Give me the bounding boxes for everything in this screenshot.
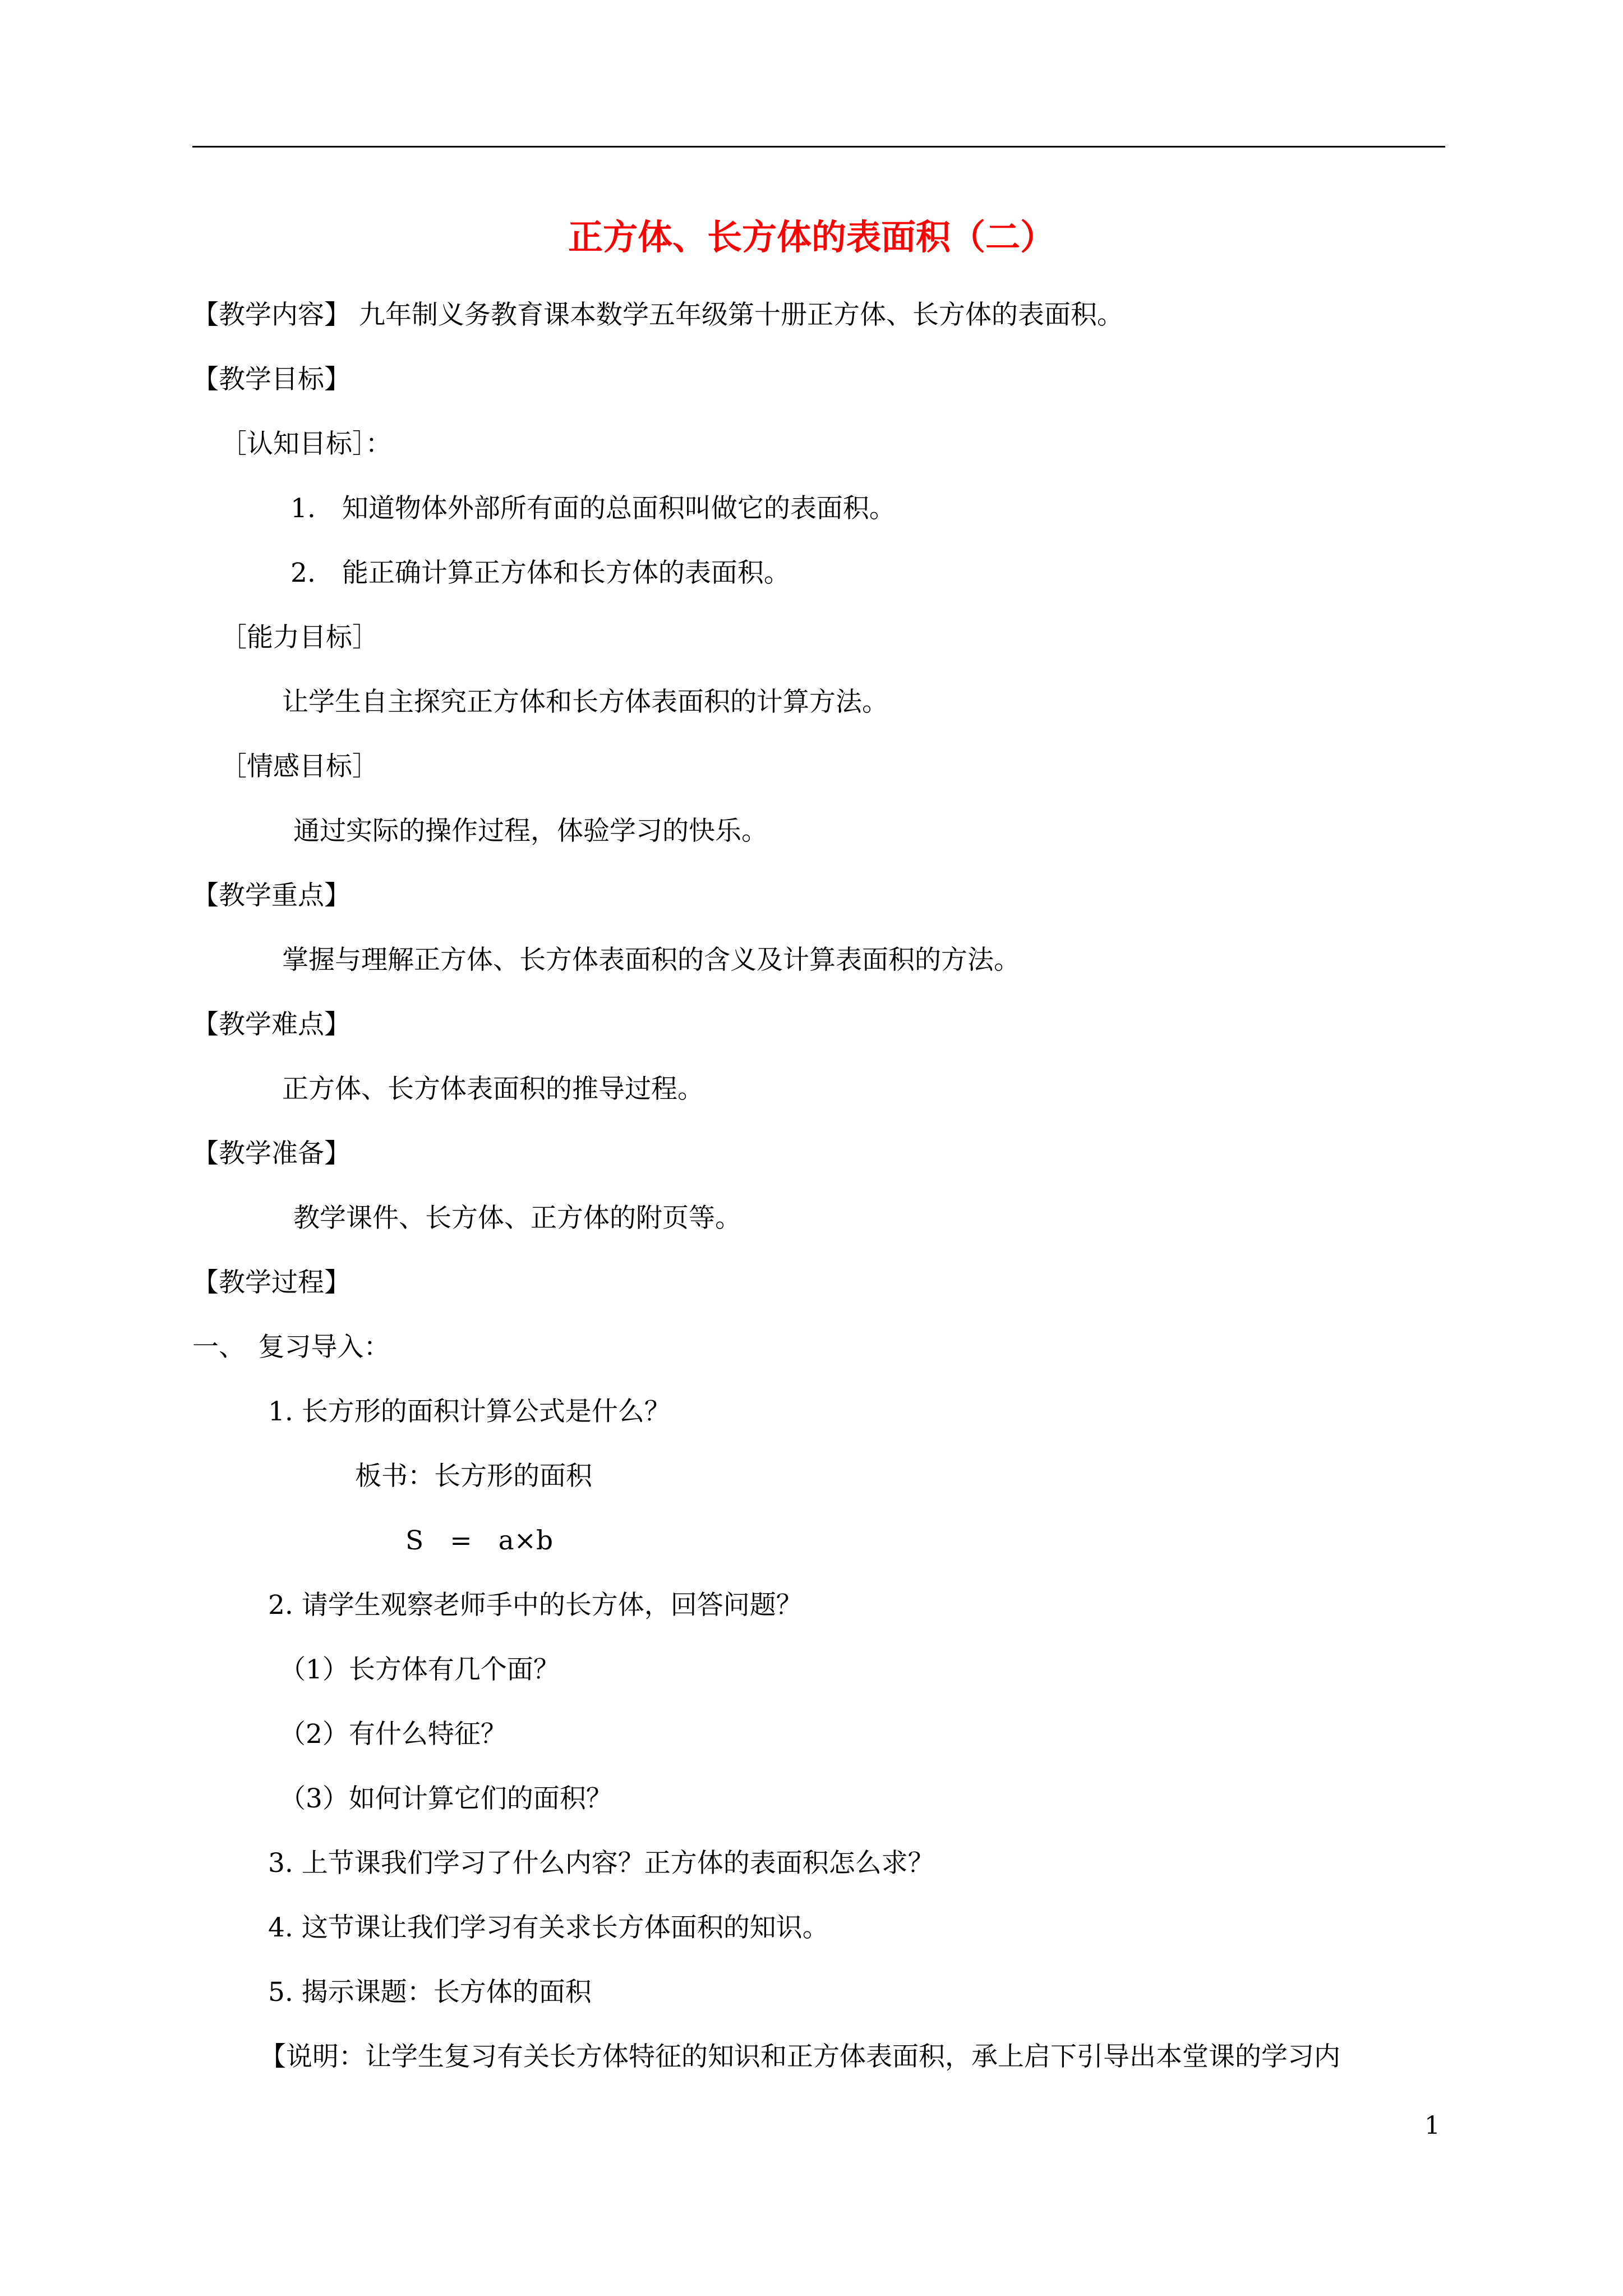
objective-item-1: 1. 知道物体外部所有面的总面积叫做它的表面积。 (291, 493, 896, 524)
section-heading-process: 【教学过程】 (192, 1267, 351, 1298)
emotion-text: 通过实际的操作过程，体验学习的快乐。 (293, 816, 768, 846)
ability-text: 让学生自主探究正方体和长方体表面积的计算方法。 (282, 687, 888, 717)
process-step-1: 一、 复习导入： (192, 1332, 390, 1363)
section-heading-key-points: 【教学重点】 (192, 880, 351, 911)
explanation-text: 【说明：让学生复习有关长方体特征的知识和正方体表面积，承上启下引导出本堂课的学习内 (260, 2041, 1340, 2072)
question-2: 2. 请学生观察老师手中的长方体，回答问题？ (268, 1590, 803, 1621)
sub-question-1: （1）长方体有几个面？ (279, 1654, 560, 1685)
objective-item-2: 2. 能正确计算正方体和长方体的表面积。 (291, 558, 790, 588)
question-5: 5. 揭示课题：长方体的面积 (268, 1977, 592, 2008)
sub-question-2: （2）有什么特征？ (279, 1719, 507, 1750)
subheading-cognitive: ［认知目标］： (220, 429, 392, 459)
subheading-ability: ［能力目标］ (220, 622, 379, 653)
document-title: 正方体、长方体的表面积（二） (568, 217, 1055, 257)
sub-question-3: （3）如何计算它们的面积？ (279, 1783, 612, 1814)
difficulties-text: 正方体、长方体表面积的推导过程。 (282, 1074, 704, 1105)
board-writing: 板书：长方形的面积 (355, 1461, 592, 1492)
formula: S = a×b (405, 1525, 554, 1556)
section-heading-preparation: 【教学准备】 (192, 1138, 351, 1169)
content-line: 【教学内容】 九年制义务教育课本数学五年级第十册正方体、长方体的表面积。 (192, 300, 1123, 330)
header-rule (192, 146, 1445, 148)
preparation-text: 教学课件、长方体、正方体的附页等。 (293, 1203, 741, 1234)
section-heading-objectives: 【教学目标】 (192, 364, 351, 395)
page-number: 1 (1424, 2111, 1440, 2140)
question-1: 1. 长方形的面积计算公式是什么？ (268, 1396, 671, 1427)
question-4: 4. 这节课让我们学习有关求长方体面积的知识。 (268, 1912, 829, 1943)
subheading-emotion: ［情感目标］ (220, 751, 379, 782)
key-points-text: 掌握与理解正方体、长方体表面积的含义及计算表面积的方法。 (282, 945, 1020, 976)
question-3: 3. 上节课我们学习了什么内容？正方体的表面积怎么求？ (268, 1848, 934, 1879)
section-heading-difficulties: 【教学难点】 (192, 1009, 351, 1040)
